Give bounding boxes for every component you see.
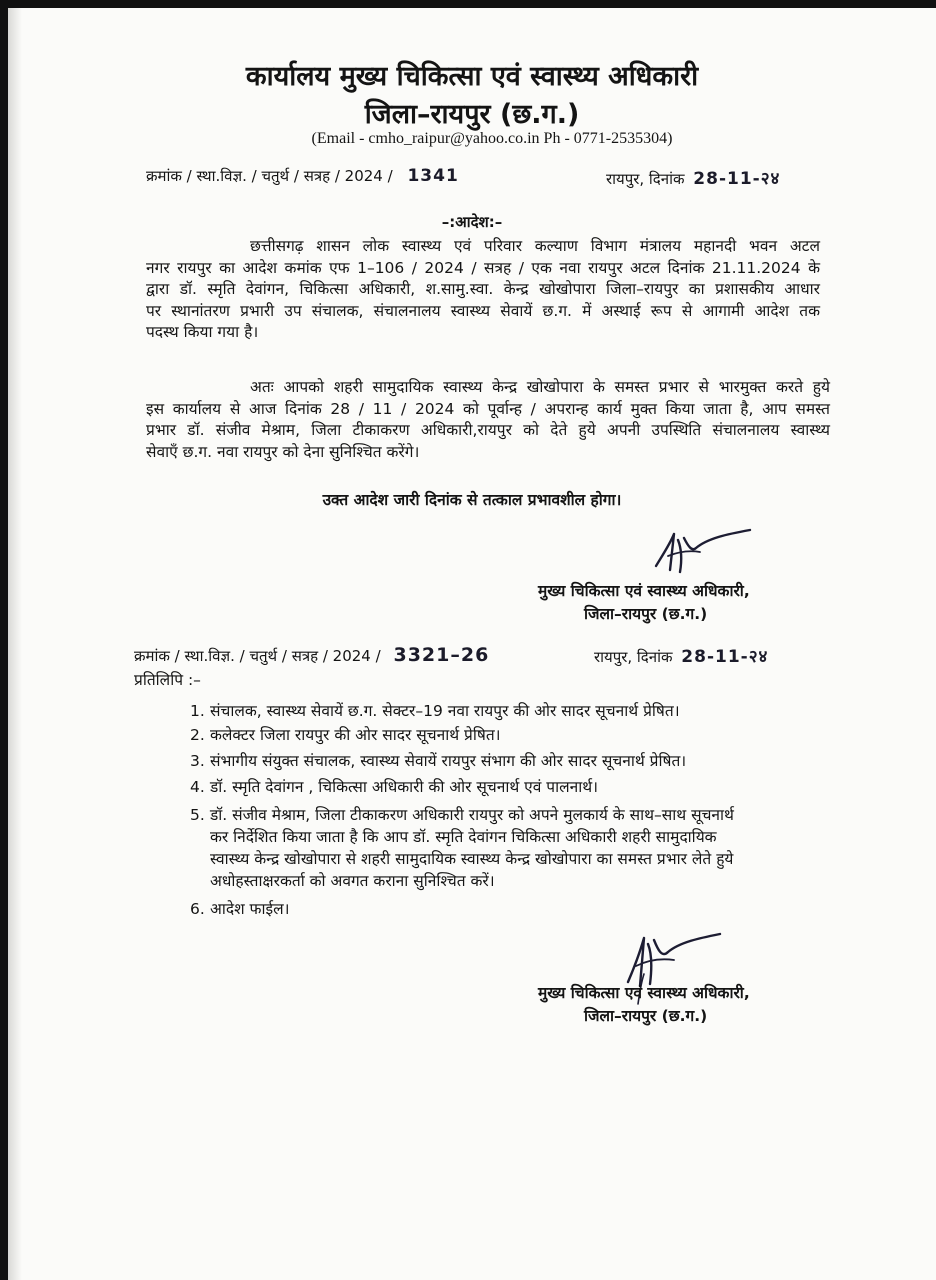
- signatory-role: मुख्य चिकित्सा एवं स्वास्थ्य अधिकारी,: [538, 984, 750, 1002]
- reference-prefix: क्रमांक / स्था.विज्ञ. / चतुर्थ / सत्रह / 2024 /: [134, 647, 381, 665]
- signature-block-1: [538, 580, 750, 626]
- paragraph-line: प्रभार डॉ. संजीव मेश्राम, जिला टीकाकरण अधिकारी,रायपुर को देते हुये अपनी उपस्थिति संचालनालय स्वास्थ्य: [146, 421, 830, 439]
- handwritten-number: 3321–26: [393, 644, 490, 666]
- signature-block-2: [538, 982, 750, 1028]
- reference-date-1: [606, 166, 780, 189]
- list-text: आदेश फाईल।: [210, 900, 290, 918]
- reference-number-1: [146, 166, 459, 186]
- signatory-place: जिला–रायपुर (छ.ग.): [584, 605, 708, 623]
- reference-date-2: [594, 644, 768, 667]
- paragraph-line: अतः आपको शहरी सामुदायिक स्वास्थ्य केन्द्र खोखोपारा के समस्त प्रभार से भारमुक्त करते हुये: [250, 378, 830, 396]
- office-title: कार्यालय मुख्य चिकित्सा एवं स्वास्थ्य अधिकारी: [245, 61, 699, 92]
- document-page: [8, 8, 936, 1280]
- reference-prefix: क्रमांक / स्था.विज्ञ. / चतुर्थ / सत्रह / 2024 /: [146, 167, 393, 185]
- paragraph-line: सेवाएँ छ.ग. नवा रायपुर को देना सुनिश्चित करेंगे।: [146, 442, 420, 461]
- paragraph-line: नगर रायपुर का आदेश कमांक एफ 1–106 / 2024 / सत्रह / एक नवा रायपुर अटल दिनांक 21.11.2024 के: [146, 258, 820, 277]
- order-paragraph-1: [146, 236, 820, 344]
- handwritten-number: 1341: [407, 166, 459, 186]
- list-text: [210, 804, 734, 892]
- list-text: संचालक, स्वास्थ्य सेवायें छ.ग. सेक्टर–19 नवा रायपुर की ओर सादर सूचनार्थ प्रेषित।: [210, 702, 680, 720]
- list-text: संभागीय संयुक्त संचालक, स्वास्थ्य सेवायें रायपुर संभाग की ओर सादर सूचनार्थ प्रेषित।: [210, 752, 687, 770]
- reference-number-2: [134, 644, 489, 666]
- list-number: 5.: [190, 806, 205, 824]
- handwritten-date: 28-11-२४: [681, 647, 769, 667]
- signatory-role: मुख्य चिकित्सा एवं स्वास्थ्य अधिकारी,: [538, 582, 750, 600]
- order-paragraph-2: [146, 377, 830, 463]
- list-number: 2.: [190, 726, 205, 744]
- order-heading: –:आदेश:–: [441, 213, 503, 231]
- copy-label: प्रतिलिपि :–: [134, 671, 201, 689]
- list-text-line: अधोहस्ताक्षरकर्ता को अवगत कराना सुनिश्चित करें।: [210, 872, 495, 890]
- place-date-label: रायपुर, दिनांक: [606, 170, 685, 188]
- paragraph-line: छत्तीसगढ़ शासन लोक स्वास्थ्य एवं परिवार कल्याण विभाग मंत्रालय महानदी भवन अटल: [250, 237, 820, 255]
- list-number: 1.: [190, 702, 205, 720]
- effective-statement: उक्त आदेश जारी दिनांक से तत्काल प्रभावशील होगा।: [322, 491, 622, 509]
- list-text-line: कर निर्देशित किया जाता है कि आप डॉ. स्मृति देवांगन चिकित्सा अधिकारी शहरी सामुदायिक: [210, 828, 717, 846]
- list-text: कलेक्टर जिला रायपुर की ओर सादर सूचनार्थ प्रेषित।: [210, 726, 501, 744]
- paragraph-line: पदस्थ किया गया है।: [146, 323, 259, 341]
- list-text-line: डॉ. संजीव मेश्राम, जिला टीकाकरण अधिकारी रायपुर को अपने मुलकार्य के साथ–साथ सूचनार्थ: [210, 806, 734, 824]
- paragraph-line: पर स्थानांतरण प्रभारी उप संचालक, संचालनालय स्वास्थ्य सेवायें छ.ग. में अस्थाई रूप से आगामी आदेश तक: [146, 301, 820, 320]
- list-number: 6.: [190, 900, 205, 918]
- district-title: जिला–रायपुर (छ.ग.): [364, 99, 580, 130]
- list-text: डॉ. स्मृति देवांगन , चिकित्सा अधिकारी की ओर सूचनार्थ एवं पालनार्थ।: [210, 778, 599, 796]
- paragraph-line: द्वारा डॉ. स्मृति देवांगन, चिकित्सा अधिकारी, श.सामु.स्वा. केन्द्र खोखोपारा जिला–रायपुर का प्रशासकीय आधार: [146, 280, 820, 298]
- list-text-line: स्वास्थ्य केन्द्र खोखोपारा से शहरी सामुदायिक स्वास्थ्य केन्द्र खोखोपारा का समस्त प्रभार लेते हुये: [210, 850, 734, 868]
- list-number: 3.: [190, 752, 205, 770]
- handwritten-date: 28-11-२४: [693, 169, 781, 189]
- contact-line: (Email - cmho_raipur@yahoo.co.in Ph - 0771-2535304): [311, 130, 673, 147]
- signatory-place: जिला–रायपुर (छ.ग.): [584, 1007, 708, 1025]
- place-date-label: रायपुर, दिनांक: [594, 648, 673, 666]
- paragraph-line: इस कार्यालय से आज दिनांक 28 / 11 / 2024 को पूर्वान्ह / अपरान्ह कार्य मुक्त किया जाता है, आप समस्त: [146, 399, 830, 418]
- list-number: 4.: [190, 778, 205, 796]
